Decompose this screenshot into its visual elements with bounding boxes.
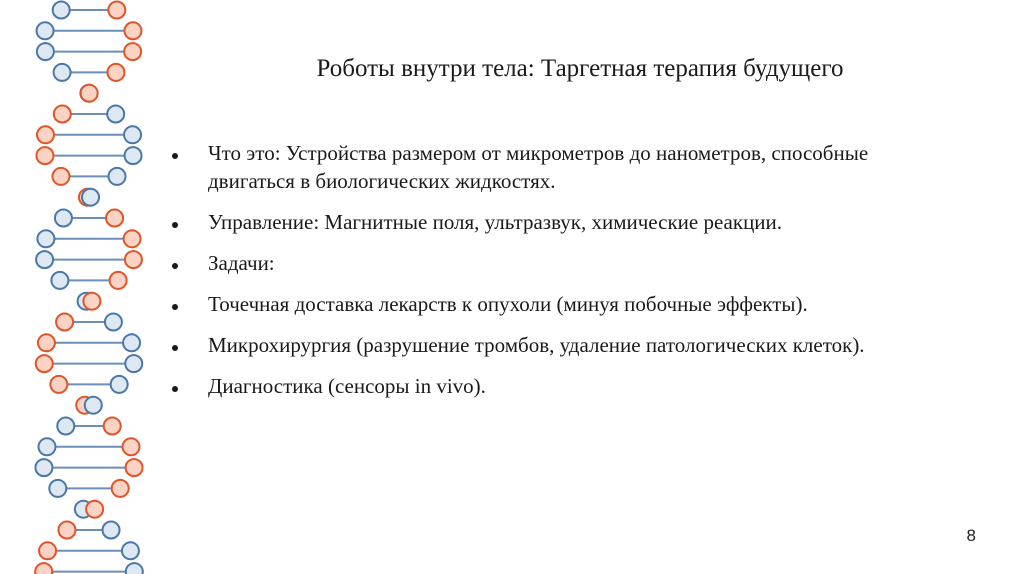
bullet-text: Точечная доставка лекарств к опухоли (минуя побочные эффекты). <box>208 292 808 316</box>
dna-node-blue <box>37 43 54 60</box>
dna-node-blue <box>125 147 142 164</box>
dna-helix-icon <box>0 0 160 574</box>
bullet-text: Что это: Устройства размером от микрометров до нанометров, способные двигаться в биологических жидкостях. <box>208 141 869 193</box>
dna-node-blue <box>103 522 120 539</box>
dna-node-blue <box>124 126 141 143</box>
bullet-dot-icon <box>172 304 178 310</box>
dna-node-blue <box>85 397 102 414</box>
dna-node-orange <box>56 314 73 331</box>
dna-node-orange <box>124 230 141 247</box>
dna-node-blue <box>53 2 70 19</box>
bullet-dot-icon <box>172 345 178 351</box>
page-number: 8 <box>966 526 976 545</box>
dna-node-blue <box>109 168 126 185</box>
dna-node-orange <box>35 563 52 574</box>
bullet-dot-icon <box>172 222 178 228</box>
bullet-text: Микрохирургия (разрушение тромбов, удаление патологических клеток). <box>208 333 865 357</box>
dna-node-blue <box>122 542 139 559</box>
bullet-dot-icon <box>172 386 178 392</box>
dna-node-blue <box>36 251 53 268</box>
dna-node-blue <box>111 376 128 393</box>
dna-node-blue <box>107 106 124 123</box>
dna-node-orange <box>37 126 54 143</box>
dna-node-orange <box>50 376 67 393</box>
bullet-item <box>172 249 952 277</box>
bullet-item <box>172 139 952 195</box>
bullet-item <box>172 290 952 318</box>
dna-node-orange <box>125 251 142 268</box>
dna-node-blue <box>105 314 122 331</box>
bullet-item <box>172 372 952 400</box>
dna-node-blue <box>37 22 54 39</box>
dna-node-orange <box>124 22 141 39</box>
dna-node-blue <box>125 355 142 372</box>
dna-node-orange <box>86 501 103 518</box>
dna-node-orange <box>112 480 129 497</box>
bullet-list <box>172 139 952 413</box>
dna-node-blue <box>35 459 52 476</box>
dna-node-blue <box>54 64 71 81</box>
bullet-text: Управление: Магнитные поля, ультразвук, химические реакции. <box>208 210 783 234</box>
dna-node-orange <box>54 106 71 123</box>
dna-node-orange <box>36 147 53 164</box>
slide-title: Роботы внутри тела: Таргетная терапия будущего <box>316 55 844 82</box>
dna-node-orange <box>124 43 141 60</box>
dna-node-orange <box>108 2 125 19</box>
dna-node-blue <box>126 563 143 574</box>
bullet-item <box>172 208 952 236</box>
dna-node-blue <box>123 334 140 351</box>
dna-node-orange <box>38 334 55 351</box>
dna-node-orange <box>36 355 53 372</box>
bullet-item <box>172 331 952 359</box>
dna-node-orange <box>52 168 69 185</box>
bullet-dot-icon <box>172 153 178 159</box>
dna-node-blue <box>37 230 54 247</box>
dna-node-blue <box>55 210 72 227</box>
dna-node-blue <box>38 438 55 455</box>
dna-node-blue <box>51 272 68 289</box>
dna-node-orange <box>123 438 140 455</box>
dna-node-orange <box>107 64 124 81</box>
dna-node-orange <box>104 418 121 435</box>
dna-node-blue <box>49 480 66 497</box>
bullet-text: Задачи: <box>208 251 275 275</box>
dna-node-orange <box>81 85 98 102</box>
dna-node-orange <box>39 542 56 559</box>
dna-node-orange <box>106 210 123 227</box>
dna-node-orange <box>110 272 127 289</box>
dna-node-orange <box>126 459 143 476</box>
dna-node-orange <box>83 293 100 310</box>
dna-node-blue <box>57 418 74 435</box>
dna-node-blue <box>82 189 99 206</box>
dna-node-orange <box>58 522 75 539</box>
bullet-dot-icon <box>172 263 178 269</box>
bullet-text: Диагностика (сенсоры in vivo). <box>208 374 486 398</box>
